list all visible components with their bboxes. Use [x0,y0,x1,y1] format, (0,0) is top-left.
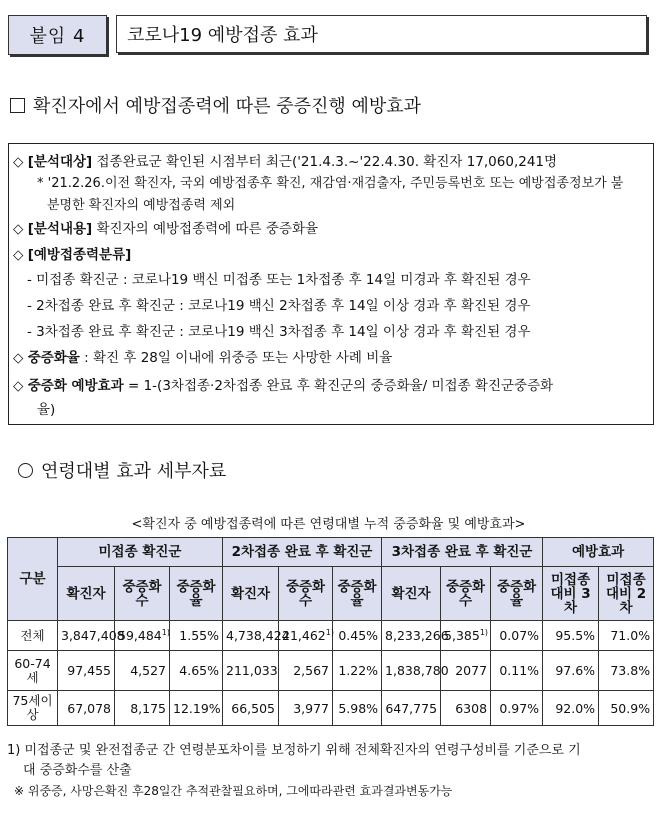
cell-value: 21,462 [282,628,326,643]
cell: 8,175 [115,691,170,726]
diamond-bullet-icon: ◇ [13,154,24,170]
cell-value: 5,385 [444,628,480,643]
row-label: 전체 [8,621,58,651]
col-severe-count: 중증화수 [279,567,333,621]
class-item-dose3: - 3차접종 완료 후 확진군 : 코로나19 백신 3차접종 후 14일 이상 경과 후 확진된 경우 [27,324,531,340]
document-title: 코로나19 예방접종 효과 [116,15,647,53]
cell: 50.9% [599,691,654,726]
class-item-unvaccinated: - 미접종 확진군 : 코로나19 백신 미접종 또는 1차접종 후 14일 미경과 후 확진된 경우 [27,272,531,288]
cell-value: 59,484 [118,628,162,643]
group-dose2: 2차접종 완료 후 확진군 [223,538,382,567]
cell: 97.6% [543,651,599,691]
cell: 3,977 [279,691,333,726]
target-label: [분석대상] [27,154,93,170]
footnote-2: ※ 위중증, 사망은확진 후28일간 추적관찰필요하며, 그에따라관련 효과결과변동가능 [14,784,453,798]
row-label: 75세이상 [8,691,58,726]
diamond-bullet-icon: ◇ [13,247,24,263]
cell: 66,505 [223,691,279,726]
cell: 97,455 [58,651,115,691]
cell: 0.11% [491,651,543,691]
cell: 8,233,266 [382,621,441,651]
cell: 67,078 [58,691,115,726]
table-caption: <확진자 중 예방접종력에 따른 연령대별 누적 중증화율 및 예방효과> [131,517,526,532]
diamond-bullet-icon: ◇ [13,350,24,366]
col-severe-rate: 중증화율 [170,567,223,621]
group-unvaccinated: 미접종 확진군 [58,538,223,567]
cell: 1,838,780 [382,651,441,691]
target-note-1: * '21.2.26.이전 확진자, 국외 예방접종후 확진, 재감염·재검출자, 주민등록번호 또는 예방접종정보가 불 [37,176,624,191]
severe-label: 중증화율 [27,350,80,366]
cell: 1.55% [170,621,223,651]
class-label: [예방접종력분류] [27,247,132,263]
table-row [8,621,654,651]
cell: 2,567 [279,651,333,691]
footnote-mark: 1) [161,627,170,637]
cell [279,621,333,651]
analysis-classification [13,243,131,263]
col-confirmed: 확진자 [382,567,441,621]
effect-text: = 1-(3차접종·2차접종 완료 후 확진군의 중증화율/ 미접종 확진군중증화 [127,378,554,394]
cell: 12.19% [170,691,223,726]
footnote-mark: 1) [479,627,489,637]
section-heading-2 [18,457,226,483]
square-bullet-icon [10,98,25,113]
cell: 6308 [441,691,491,726]
col-confirmed: 확진자 [223,567,279,621]
cell [441,621,491,651]
attachment-label: 붙임 4 [8,15,107,55]
cell [115,621,170,651]
col-severe-count: 중증화수 [115,567,170,621]
cell: 0.97% [491,691,543,726]
col-severe-count: 중증화수 [441,567,491,621]
analysis-content [13,217,318,237]
cell: 5.98% [333,691,382,726]
analysis-severe-rate [13,346,392,366]
circle-bullet-icon [18,463,33,478]
group-effect: 예방효과 [543,538,654,567]
class-item-dose2: - 2차접종 완료 후 확진군 : 코로나19 백신 2차접종 후 14일 이상 경과 후 확진된 경우 [27,298,531,314]
section-title: 연령대별 효과 세부자료 [41,461,227,482]
cell: 1.22% [333,651,382,691]
diamond-bullet-icon: ◇ [13,221,24,237]
col-severe-rate: 중증화율 [333,567,382,621]
group-header: 구분 [8,538,58,621]
section-heading-1 [10,92,421,118]
cell: 3,847,408 [58,621,115,651]
group-dose3: 3차접종 완료 후 확진군 [382,538,543,567]
cell: 0.07% [491,621,543,651]
content-text: 확진자의 예방접종력에 따른 중증화율 [96,221,319,237]
table-row [8,691,654,726]
cell: 2077 [441,651,491,691]
target-note-2: 분명한 확진자의 예방접종력 제외 [47,198,236,213]
effect-table [7,537,654,726]
diamond-bullet-icon: ◇ [13,378,24,394]
col-confirmed: 확진자 [58,567,115,621]
cell: 92.0% [543,691,599,726]
severe-text: : 확진 후 28일 이내에 위중증 또는 사망한 사례 비율 [84,350,393,366]
cell: 4,738,424 [223,621,279,651]
row-label: 60-74세 [8,651,58,691]
section-title: 확진자에서 예방접종력에 따른 중증진행 예방효과 [33,96,422,117]
col-effect-dose2: 미접종 대비 2차 [599,567,654,621]
cell: 211,033 [223,651,279,691]
footnote-1 [7,741,581,781]
cell: 95.5% [543,621,599,651]
table-row [8,651,654,691]
effect-label: 중증화 예방효과 [27,378,124,394]
cell: 71.0% [599,621,654,651]
content-label: [분석내용] [27,221,93,237]
cell: 647,775 [382,691,441,726]
effect-text-continued: 율) [37,402,56,418]
footnote-1-line-2: 대 중증화수를 산출 [23,763,132,778]
cell: 0.45% [333,621,382,651]
col-severe-rate: 중증화율 [491,567,543,621]
target-text: 접종완료군 확인된 시점부터 최근('21.4.3.~'22.4.30. 확진자 17,060,241명 [96,154,558,170]
cell: 73.8% [599,651,654,691]
footnote-mark: 1) [325,627,334,637]
cell: 4.65% [170,651,223,691]
analysis-target [13,150,557,170]
col-effect-dose3: 미접종 대비 3차 [543,567,599,621]
footnote-1-line-1: 1) 미접종군 및 완전접종군 간 연령분포차이를 보정하기 위해 전체확진자의 연령구성비를 기준으로 기 [7,743,581,758]
analysis-effect [13,374,553,394]
analysis-box [8,143,654,425]
cell: 4,527 [115,651,170,691]
